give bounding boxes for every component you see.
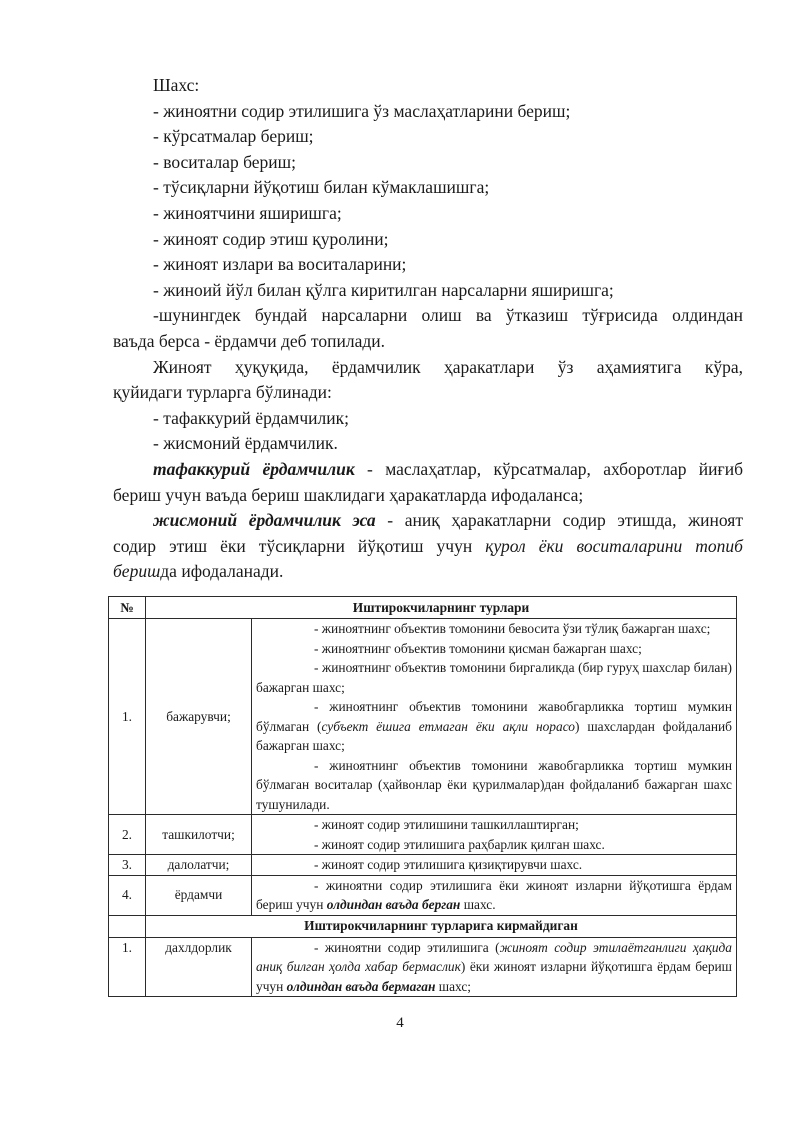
desc-line [256,697,732,756]
table-row [109,937,737,997]
desc-line [256,876,732,915]
promise-line-2: ваъда берса - ёрдамчи деб топилади. [113,330,385,351]
desc-text: - жиноятни содир этилишига ёки жиноят изларни йўқотишга ёрдам бериш учун [256,877,732,912]
intro-line: Шахс: [153,75,200,95]
row-type: ёрдамчи [146,875,252,915]
desc-text: ) ёки жиноят изларни йўқотишга ёрдам бериш учун [256,959,732,994]
row-num: 4. [109,875,146,915]
body-text [113,73,743,585]
table-header-row [109,597,737,619]
physical-text-2a: содир этиш ёки тўсиқларни йўқотиш учун [113,535,486,556]
mental-term: тафаккурий ёрдамчилик [153,458,355,479]
desc-italic: жиноят содир этилаётганлиги ҳақида аниқ билган ҳолда хабар бермаслик [256,939,732,974]
mental-line-2: бериш учун ваъда бериш шаклидаги ҳаракатларда ифодаланса; [113,484,584,505]
type-item: - жисмоний ёрдамчилик. [153,433,338,454]
desc-bold-italic: олдиндан ваъда берган [326,897,461,912]
type-item: - тафаккурий ёрдамчилик; [153,407,349,428]
row-num: 3. [109,855,146,876]
list-item: - жиноятни содир этилишига ўз маслаҳатларини бериш; [153,100,571,121]
desc-line: - жиноят содир этилишига раҳбарлик қилган шахс. [314,836,605,852]
row-type: дахлдорлик [146,937,252,997]
list-item: - жиноят излари ва воситаларини; [153,254,407,275]
page-number: 4 [396,1015,404,1031]
promise-line-1: -шунингдек бундай нарсаларни олиш ва ўтказиш тўғрисида олдиндан [153,305,743,326]
row-num: 2. [109,815,146,855]
table-subheader-row [109,915,737,937]
physical-line-3 [113,559,743,585]
desc-text: ) шахслардан фойдаланиб бажарган шахс; [256,718,732,753]
list-item: - воситалар бериш; [153,151,296,172]
row-type: ташкилотчи; [146,815,252,855]
mental-text: - маслаҳатлар, кўрсатмалар, ахборотлар йиғиб [354,458,743,479]
desc-line: - жиноят содир этилишини ташкиллаштирган; [314,817,579,832]
list-item: - жиноят содир этиш қуролини; [153,228,389,249]
desc-line: - жиноятнинг объектив томонини жавобгарликка тортиш мумкин бўлмаган воситалар (ҳайвонлар ёки қурилмалар)дан фойдаланиб бажарган шахс тушунилади. [256,757,732,812]
desc-line: - жиноятнинг объектив томонини бевосита ўзи тўлиқ бажарган шахс; [314,621,711,636]
table-row [109,855,737,876]
physical-text: - аниқ ҳаракатларни содир этишда, жиноят [375,510,743,531]
physical-text-3a: бериш [113,561,161,582]
row-desc [252,619,737,815]
header-num: № [109,597,146,619]
desc-line: - жиноят содир этилишига қизиқтирувчи шахс. [314,857,583,872]
list-item: - жиноий йўл билан қўлга киритилган нарсаларни яширишга; [153,279,614,300]
subheader-empty [109,915,146,937]
row-desc [252,815,737,855]
header-title: Иштирокчиларнинг турлари [146,597,737,619]
participants-table [108,596,737,997]
physical-text-3b: да ифодаланади. [160,561,284,582]
division-line-2: қуйидаги турларга бўлинади: [113,382,332,403]
row-desc [252,937,737,997]
desc-text: - жиноятни содир этилишига ( [314,939,500,955]
desc-bold-italic: олдиндан ваъда бермаган [286,978,436,994]
table-row [109,875,737,915]
desc-text: - жиноятнинг объектив томонини жавобгарликка тортиш мумкин бўлмаган ( [256,699,732,734]
row-desc [252,855,737,876]
physical-text-2b: қурол ёки воситаларини топиб [485,535,743,556]
mental-line-1 [113,457,743,483]
list-item: - жиноятчини яширишга; [153,202,342,223]
row-type: далолатчи; [146,855,252,876]
physical-line-2 [113,534,743,560]
desc-italic: субъект ёшига етмаган ёки ақли норасо [321,718,576,734]
desc-line: - жиноятнинг объектив томонини биргаликда (бир гуруҳ шахслар билан) бажарган шахс; [256,660,732,695]
physical-line-1 [113,508,743,534]
physical-term: жисмоний ёрдамчилик эса [153,510,376,531]
desc-line [256,938,732,997]
desc-line: - жиноятнинг объектив томонини қисман бажарган шахс; [314,640,642,656]
row-num: 1. [109,937,146,997]
table-row [109,619,737,815]
subheader-title: Иштирокчиларнинг турларига кирмайдиган [146,915,737,937]
desc-text: шахс; [435,978,472,994]
list-item: - тўсиқларни йўқотиш билан кўмаклашишга; [153,177,490,198]
division-line-1: Жиноят ҳуқуқида, ёрдамчилик ҳаракатлари ўз аҳамиятига кўра, [153,356,743,377]
list-item: - кўрсатмалар бериш; [153,126,314,147]
row-desc [252,875,737,915]
desc-text: шахс. [460,897,496,912]
row-type: бажарувчи; [146,619,252,815]
row-num: 1. [109,619,146,815]
table-row [109,815,737,855]
